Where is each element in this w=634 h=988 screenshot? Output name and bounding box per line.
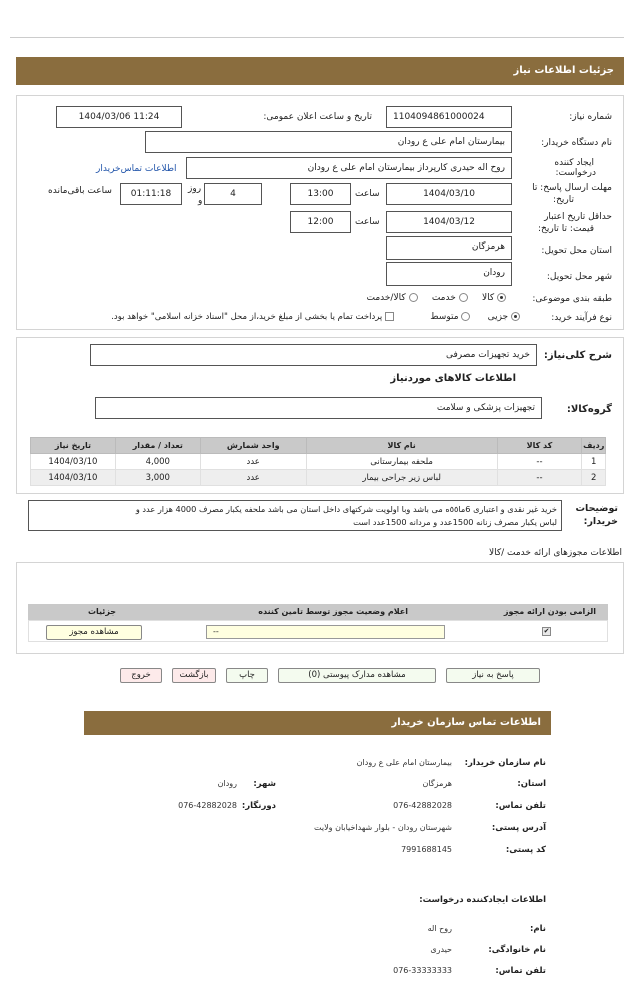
send-time-label: ساعت bbox=[355, 189, 380, 199]
province-field: هرمزگان bbox=[386, 236, 512, 260]
table-row bbox=[31, 470, 606, 486]
contact-title: اطلاعات تماس سازمان خریدار bbox=[391, 717, 541, 728]
view-permit-button[interactable]: مشاهده مجوز bbox=[46, 625, 142, 640]
goods-table bbox=[30, 437, 606, 486]
creator-name-value: روح اله bbox=[427, 924, 452, 933]
treasury-payment-note: پرداخت تمام یا بخشی از مبلغ خرید،از محل "اسناد خزانه اسلامی" خواهد بود. bbox=[111, 312, 383, 322]
need-number-label: شماره نیاز: bbox=[569, 112, 612, 122]
cell-quantity: 3,000 bbox=[115, 470, 200, 486]
page-title: جزئیات اطلاعات نیاز bbox=[513, 65, 614, 76]
and-label: و bbox=[198, 196, 203, 206]
permit-col-details: جزئیات bbox=[88, 607, 117, 616]
category-radio-goods[interactable]: کالا bbox=[482, 293, 506, 303]
table-row bbox=[31, 454, 606, 470]
creator-family-value: حیدری bbox=[430, 945, 452, 954]
purchase-radio-minor[interactable]: جزیی bbox=[488, 312, 520, 322]
treasury-payment-option bbox=[50, 312, 394, 326]
col-quantity: تعداد / مقدار bbox=[115, 438, 200, 454]
goods-table-header bbox=[31, 438, 606, 454]
goods-info-title: اطلاعات کالاهای موردنیاز bbox=[390, 373, 516, 384]
permit-status-field: -- bbox=[206, 625, 445, 639]
send-deadline-label-1: مهلت ارسال پاسخ: تا bbox=[532, 183, 612, 193]
permit-required-checkbox: ✔ bbox=[543, 627, 550, 635]
col-need-date: تاریخ نیاز bbox=[31, 438, 116, 454]
contact-address-value: شهرستان رودان - بلوار شهداخیابان ولایت bbox=[314, 823, 452, 832]
creator-phone-label: تلفن تماس: bbox=[495, 966, 546, 976]
buyer-contact-link[interactable]: اطلاعات تماس‌خریدار bbox=[96, 164, 177, 174]
validity-time-label: ساعت bbox=[355, 217, 380, 227]
print-button[interactable]: چاپ bbox=[226, 668, 268, 683]
creator-name-label: نام: bbox=[529, 924, 546, 934]
back-button[interactable]: بازگشت bbox=[172, 668, 216, 683]
purchase-type-label: نوع فرآیند خرید: bbox=[551, 313, 612, 323]
cell-code: -- bbox=[497, 454, 582, 470]
buyer-notes-line: خرید غیر نقدی و اعتباری 6ما٥٥ه می باشد وبا اولویت شرکتهای داخل استان می باشد ملحفه یکبار مصرف 4000 هزار عدد و bbox=[135, 504, 557, 514]
page-header bbox=[16, 57, 624, 85]
radio-empty-icon bbox=[459, 293, 468, 302]
top-divider bbox=[10, 37, 624, 38]
announce-label: تاریخ و ساعت اعلان عمومی: bbox=[263, 112, 372, 122]
contact-fax-label: دورنگار: bbox=[241, 801, 276, 811]
radio-empty-icon bbox=[461, 312, 470, 321]
buyer-notes-line: لباس یکبار مصرف زنانه 1500عدد و مردانه 1500عدد است bbox=[353, 517, 557, 527]
category-label: طبقه بندی موضوعی: bbox=[532, 294, 612, 304]
contact-postal-label: کد پستی: bbox=[505, 845, 546, 855]
creator-family-label: نام خانوادگی: bbox=[488, 945, 546, 955]
buyer-notes-label-2: خریدار: bbox=[583, 516, 618, 527]
buyer-org-label: نام دستگاه خریدار: bbox=[541, 138, 612, 148]
province-label: استان محل تحویل: bbox=[541, 246, 612, 256]
col-name: نام کالا bbox=[306, 438, 497, 454]
contact-phone-value: 076-42882028 bbox=[393, 801, 452, 810]
buyer-notes-field bbox=[28, 500, 562, 531]
cell-name: لباس زیر جراحی بیمار bbox=[306, 470, 497, 486]
creator-label-1: ایجاد کننده bbox=[554, 158, 594, 168]
announce-field: 1404/03/06 11:24 bbox=[56, 106, 182, 128]
contact-province-label: استان: bbox=[517, 779, 546, 789]
cell-need-date: 1404/03/10 bbox=[31, 454, 116, 470]
send-deadline-label-2: تاریخ: bbox=[553, 195, 574, 205]
cell-unit: عدد bbox=[200, 470, 306, 486]
category-radio-service[interactable]: خدمت bbox=[432, 293, 468, 303]
contact-header bbox=[84, 711, 551, 735]
contact-address-label: آدرس پستی: bbox=[491, 823, 546, 833]
category-radio-group bbox=[336, 293, 506, 307]
contact-org-label: نام سازمان خریدار: bbox=[464, 758, 546, 768]
col-row: ردیف bbox=[582, 438, 606, 454]
cell-row: 2 bbox=[582, 470, 606, 486]
permit-col-required: الزامی بودن ارائه مجوز bbox=[503, 607, 596, 616]
need-number-field: 1104094861000024 bbox=[386, 106, 512, 128]
reply-button[interactable]: پاسخ به نیاز bbox=[446, 668, 540, 683]
send-time-field: 13:00 bbox=[290, 183, 351, 205]
creator-info-title: اطلاعات ایجادکننده درخواست: bbox=[419, 895, 546, 905]
creator-label-2: درخواست: bbox=[555, 168, 596, 178]
radio-empty-icon bbox=[409, 293, 418, 302]
city-label: شهر محل تحویل: bbox=[546, 272, 612, 282]
validity-label-1: حداقل تاریخ اعتبار bbox=[544, 212, 612, 222]
contact-postal-value: 7991688145 bbox=[401, 845, 452, 854]
validity-date-field: 1404/03/12 bbox=[386, 211, 512, 233]
permits-title: اطلاعات مجوزهای ارائه خدمت /کالا bbox=[488, 548, 622, 558]
contact-city-value: رودان bbox=[217, 779, 237, 788]
contact-fax-value: 076-42882028 bbox=[178, 801, 237, 810]
goods-group-field: تجهیزات پزشکی و سلامت bbox=[95, 397, 542, 419]
purchase-radio-group bbox=[390, 312, 520, 326]
contact-phone-label: تلفن تماس: bbox=[495, 801, 546, 811]
validity-label-2: قیمت: تا تاریخ: bbox=[538, 224, 594, 234]
permit-col-status: اعلام وضعیت مجوز توسط تامین کننده bbox=[258, 607, 408, 616]
category-radio-both[interactable]: کالا/خدمت bbox=[366, 293, 417, 303]
creator-phone-value: 076-33333333 bbox=[393, 966, 452, 975]
col-unit: واحد شمارش bbox=[200, 438, 306, 454]
cell-code: -- bbox=[497, 470, 582, 486]
buyer-org-field: بیمارستان امام علی ع رودان bbox=[145, 131, 512, 153]
goods-table-wrapper bbox=[30, 437, 606, 486]
purchase-radio-medium[interactable]: متوسط bbox=[430, 312, 470, 322]
exit-button[interactable]: خروج bbox=[120, 668, 162, 683]
cell-quantity: 4,000 bbox=[115, 454, 200, 470]
contact-province-value: هرمزگان bbox=[422, 779, 452, 788]
time-remaining-label: ساعت باقی‌مانده bbox=[48, 186, 112, 196]
treasury-checkbox[interactable] bbox=[385, 312, 394, 321]
cell-row: 1 bbox=[582, 454, 606, 470]
general-desc-field: خرید تجهیزات مصرفی bbox=[90, 344, 537, 366]
goods-group-label: گروه‌کالا: bbox=[566, 404, 612, 415]
days-remaining-field: 4 bbox=[204, 183, 262, 205]
validity-time-field: 12:00 bbox=[290, 211, 351, 233]
contact-city-label: شهر: bbox=[253, 779, 276, 789]
days-label: روز bbox=[188, 184, 202, 194]
time-remaining-field: 01:11:18 bbox=[120, 183, 182, 205]
send-date-field: 1404/03/10 bbox=[386, 183, 512, 205]
radio-selected-icon bbox=[511, 312, 520, 321]
contact-org-value: بیمارستان امام علی ع رودان bbox=[356, 758, 452, 767]
buyer-notes-label-1: توضیحات bbox=[575, 503, 618, 514]
permits-table-header bbox=[28, 604, 608, 620]
radio-selected-icon bbox=[497, 293, 506, 302]
col-code: کد کالا bbox=[497, 438, 582, 454]
cell-name: ملحفه بیمارستانی bbox=[306, 454, 497, 470]
general-desc-label: شرح کلی‌نیاز: bbox=[543, 350, 612, 361]
attachments-button[interactable]: مشاهده مدارک پیوستی (0) bbox=[278, 668, 436, 683]
creator-field: روح اله حیدری کارپرداز بیمارستان امام علی ع رودان bbox=[186, 157, 512, 179]
cell-need-date: 1404/03/10 bbox=[31, 470, 116, 486]
cell-unit: عدد bbox=[200, 454, 306, 470]
city-field: رودان bbox=[386, 262, 512, 286]
